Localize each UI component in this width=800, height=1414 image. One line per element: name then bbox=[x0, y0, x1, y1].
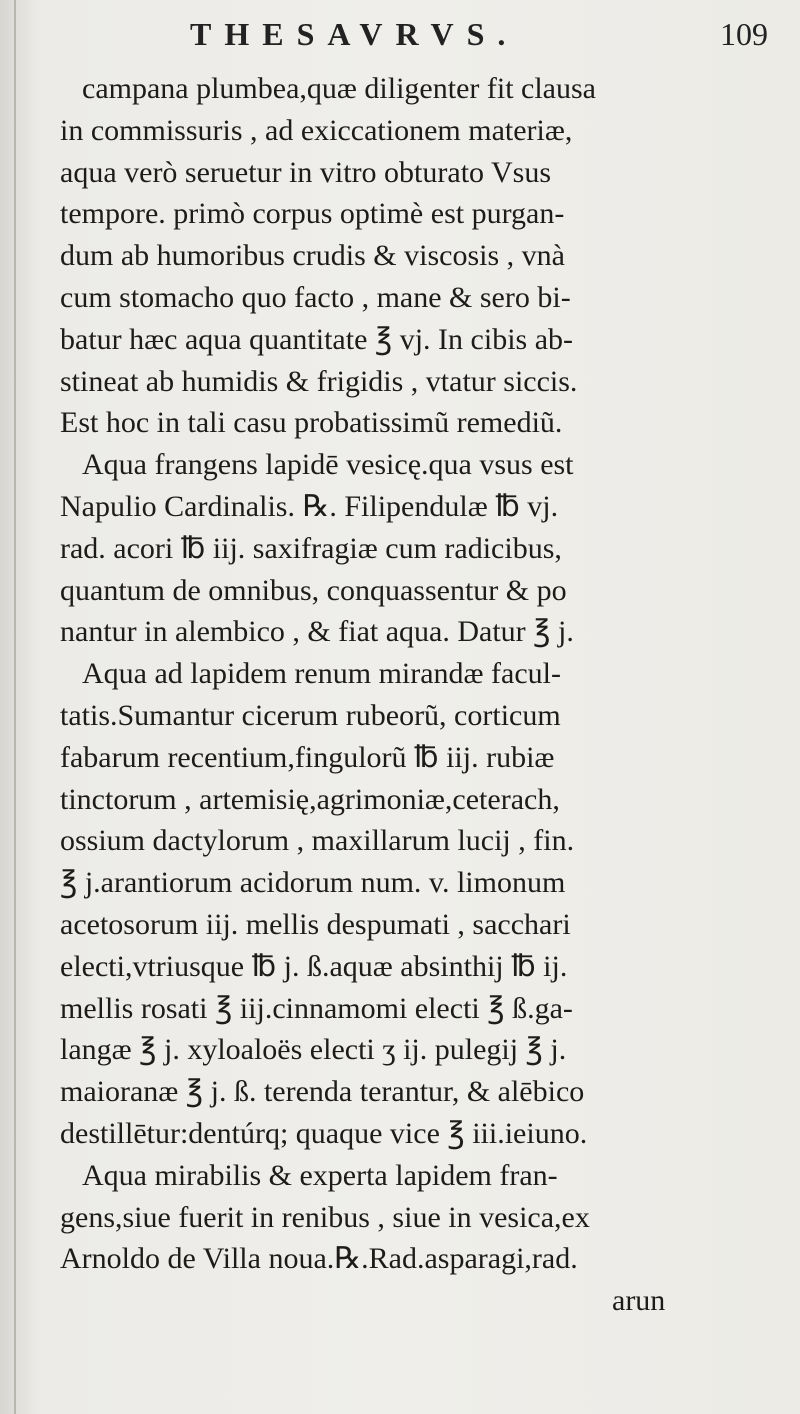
text-line: mellis rosati ℥ iij.cinnamomi electi ℥ ß.ga- bbox=[60, 991, 573, 1025]
text-line: ossium dactylorum , maxillarum lucij , fin. bbox=[60, 824, 575, 858]
text-line: arun bbox=[612, 1284, 666, 1318]
running-title: THESAVRVS. bbox=[190, 16, 519, 52]
text-line: Est hoc in tali casu probatissimũ remediũ. bbox=[60, 406, 563, 440]
text-line: dum ab humoribus crudis & viscosis , vnà bbox=[60, 239, 565, 273]
text-line: Aqua mirabilis & experta lapidem fran- bbox=[82, 1158, 558, 1192]
text-line: fabarum recentium,fingulorũ ℔ iij. rubiæ bbox=[60, 740, 555, 774]
body-text bbox=[42, 68, 782, 1322]
text-line: maioranæ ℥ j. ß. terenda terantur, & alēbico bbox=[60, 1075, 585, 1109]
text-line: gens,siue fuerit in renibus , siue in vesica,ex bbox=[60, 1200, 590, 1234]
text-line: stineat ab humidis & frigidis , vtatur siccis. bbox=[60, 364, 578, 398]
text-line: electi,vtriusque ℔ j. ß.aquæ absinthij ℔ ij. bbox=[60, 949, 568, 983]
text-line: ℥ j.arantiorum acidorum num. v. limonum bbox=[60, 866, 566, 900]
page-header bbox=[0, 12, 800, 58]
text-line: cum stomacho quo facto , mane & sero bi- bbox=[60, 280, 571, 314]
text-line: Napulio Cardinalis. ℞. Filipendulæ ℔ vj. bbox=[60, 489, 559, 523]
text-line: tempore. primò corpus optimè est purgan- bbox=[60, 197, 565, 231]
text-line: in commissuris , ad exiccationem materiæ, bbox=[60, 113, 573, 147]
text-line: Arnoldo de Villa noua.℞.Rad.asparagi,rad. bbox=[60, 1242, 578, 1276]
text-line: acetosorum iij. mellis despumati , sacchari bbox=[60, 907, 571, 941]
text-line: quantum de omnibus, conquassentur & po bbox=[60, 573, 567, 607]
text-line: batur hæc aqua quantitate ℥ vj. In cibis ab- bbox=[60, 322, 574, 356]
binding-gutter bbox=[14, 0, 16, 1414]
page-number: 109 bbox=[720, 16, 768, 52]
text-line: Aqua ad lapidem renum mirandæ facul- bbox=[82, 657, 562, 691]
text-line: Aqua frangens lapidē vesicę.qua vsus est bbox=[82, 448, 574, 482]
text-line: destillētur:dentúrq; quaque vice ℥ iii.ieiuno. bbox=[60, 1116, 588, 1150]
text-line: tinctorum , artemisię,agrimoniæ,ceterach, bbox=[60, 782, 560, 816]
text-line: aqua verò seruetur in vitro obturato Vsus bbox=[60, 155, 552, 189]
text-line: langæ ℥ j. xyloaloës electi ʒ ij. pulegij ℥ j. bbox=[60, 1033, 567, 1067]
text-line: campana plumbea,quæ diligenter fit clausa bbox=[82, 72, 596, 105]
text-line: rad. acori ℔ iij. saxifragiæ cum radicibus, bbox=[60, 531, 562, 565]
text-line: nantur in alembico , & fiat aqua. Datur ℥ j. bbox=[60, 615, 574, 649]
text-line: tatis.Sumantur cicerum rubeorũ, corticum bbox=[60, 698, 561, 732]
